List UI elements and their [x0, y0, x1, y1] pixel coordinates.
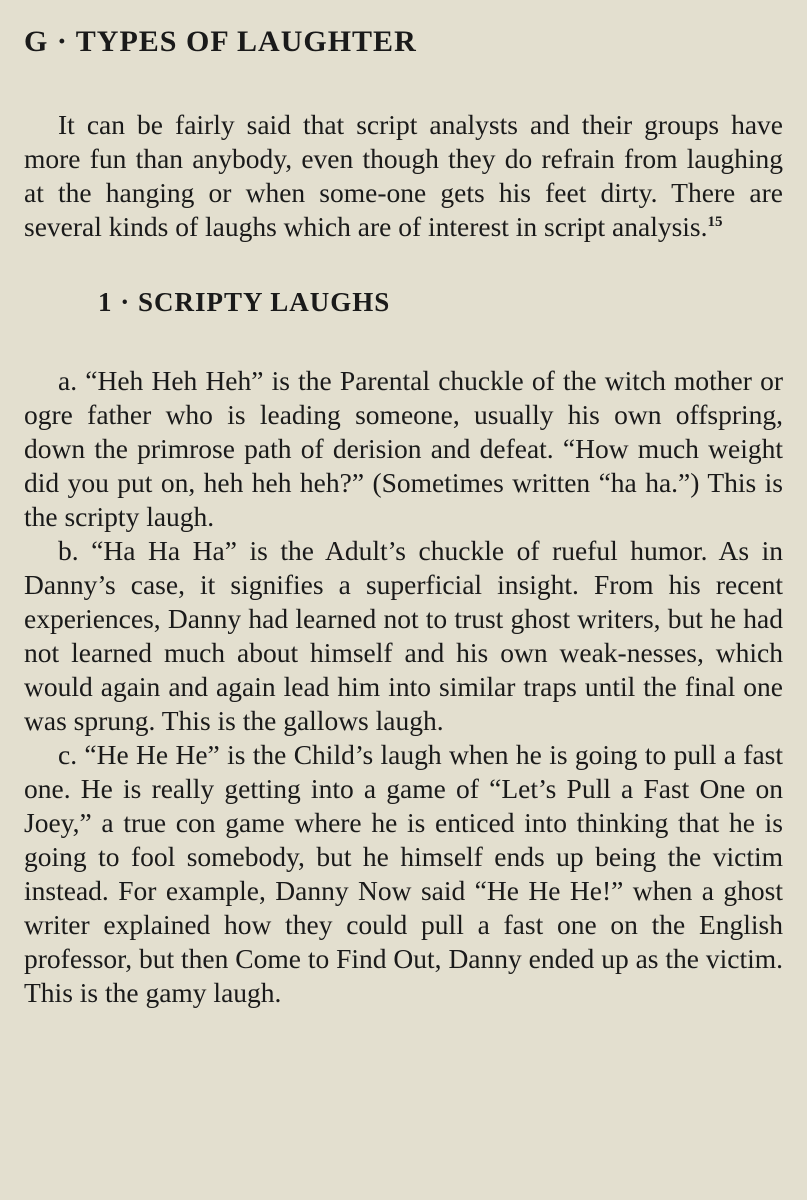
laugh-type-item-b: b. “Ha Ha Ha” is the Adult’s chuckle of rueful humor. As in Danny’s case, it signifies a superficial insight. From his recent experiences, Danny had learned not to trust ghost writers, but he had not learned much about himself and his own weak-nesses, which would again and again lead him into similar traps until the final one was sprung. This is the gallows laugh.: [24, 535, 783, 736]
footnote-reference: 15: [707, 213, 723, 230]
section-heading: G · TYPES OF LAUGHTER: [24, 25, 417, 58]
laugh-type-item-a: a. “Heh Heh Heh” is the Parental chuckle of the witch mother or ogre father who is leading someone, usually his own offspring, down the primrose path of derision and defeat. “How much weight did you put on, heh heh heh?” (Sometimes written “ha ha.”) This is the scripty laugh.: [24, 365, 783, 532]
intro-paragraph: [24, 108, 783, 244]
laugh-type-item-c: c. “He He He” is the Child’s laugh when he is going to pull a fast one. He is really getting into a game of “Let’s Pull a Fast One on Joey,” a true con game where he is enticed into thinking that he is going to fool somebody, but he himself ends up being the victim instead. For example, Danny Now said “He He He!” when a ghost writer explained how they could pull a fast one on the English professor, but then Come to Find Out, Danny ended up as the victim. This is the gamy laugh.: [24, 739, 783, 1008]
laugh-types-list: [24, 364, 783, 1010]
subsection-heading: 1 · SCRIPTY LAUGHS: [98, 287, 391, 317]
intro-text: It can be fairly said that script analysts and their groups have more fun than anybody, even though they do refrain from laughing at the hanging or when some-one gets his feet dirty. There are several kinds of laughs which are of interest in script analysis.: [24, 109, 783, 242]
